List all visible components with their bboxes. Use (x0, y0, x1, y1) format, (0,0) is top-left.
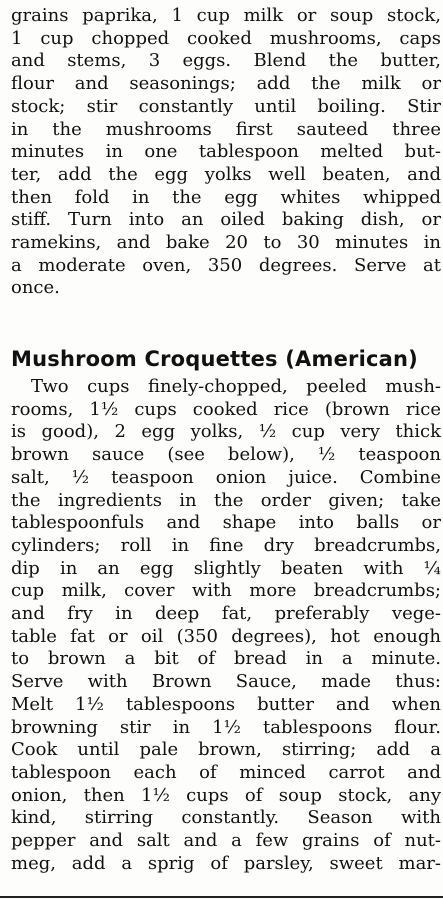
text-line: minutes in one tablespoon melted but- (11, 141, 441, 163)
text-line: in the mushrooms first sauteed three (11, 118, 441, 140)
text-line: onion, then 1½ cups of soup stock, any (11, 784, 441, 806)
text-line: 1 cup chopped cooked mushrooms, caps (11, 27, 441, 49)
text-line: Two cups finely-chopped, peeled mush- (31, 376, 441, 397)
text-line: to brown a bit of bread in a minute. (11, 648, 441, 670)
text-line: table fat or oil (350 degrees), hot enough (11, 625, 441, 647)
text-line: kind, stirring constantly. Season with (11, 807, 441, 829)
text-line: grains paprika, 1 cup milk or soup stock, (11, 5, 441, 26)
text-line: flour and seasonings; add the milk or (11, 73, 441, 95)
page-bottom-rule (0, 896, 443, 898)
text-line: meg, add a sprig of parsley, sweet mar- (11, 852, 441, 874)
text-line: rooms, 1½ cups cooked rice (brown rice (11, 398, 441, 420)
text-line: then fold in the egg whites whipped (11, 186, 441, 208)
text-line: ter, add the egg yolks well beaten, and (11, 163, 441, 185)
text-line: once. (11, 277, 60, 299)
text-line: tablespoon each of minced carrot and (11, 761, 441, 783)
text-line: stock; stir constantly until boiling. Stir (11, 95, 441, 117)
text-line: tablespoonfuls and shape into balls or (11, 512, 441, 534)
text-line: Serve with Brown Sauce, made thus: (11, 671, 441, 693)
text-line: stiff. Turn into an oiled baking dish, or (11, 209, 441, 231)
text-line: pepper and salt and a few grains of nut- (11, 830, 441, 852)
text-line: dip in an egg slightly beaten with ¼ (11, 557, 441, 579)
text-line: is good), 2 egg yolks, ½ cup very thick (11, 421, 441, 443)
text-line: ramekins, and bake 20 to 30 minutes in (11, 232, 441, 254)
recipe-heading: Mushroom Croquettes (American) (11, 347, 418, 371)
text-line: Melt 1½ tablespoons butter and when (11, 693, 441, 715)
text-line: browning stir in 1½ tablespoons flour. (11, 716, 441, 738)
text-line: Cook until pale brown, stirring; add a (11, 739, 441, 761)
text-line: a moderate oven, 350 degrees. Serve at (11, 254, 441, 276)
text-line: brown sauce (see below), ½ teaspoon (11, 444, 441, 466)
text-line: cylinders; roll in fine dry breadcrumbs, (11, 534, 441, 556)
recipe-paragraph (11, 376, 441, 875)
text-line: the ingredients in the order given; take (11, 489, 441, 511)
intro-paragraph (11, 5, 441, 300)
text-line: and fry in deep fat, preferably vege- (11, 603, 441, 625)
text-line: cup milk, cover with more breadcrumbs; (11, 580, 441, 602)
text-line: salt, ½ teaspoon onion juice. Combine (11, 466, 441, 488)
text-line: and stems, 3 eggs. Blend the butter, (11, 50, 441, 72)
